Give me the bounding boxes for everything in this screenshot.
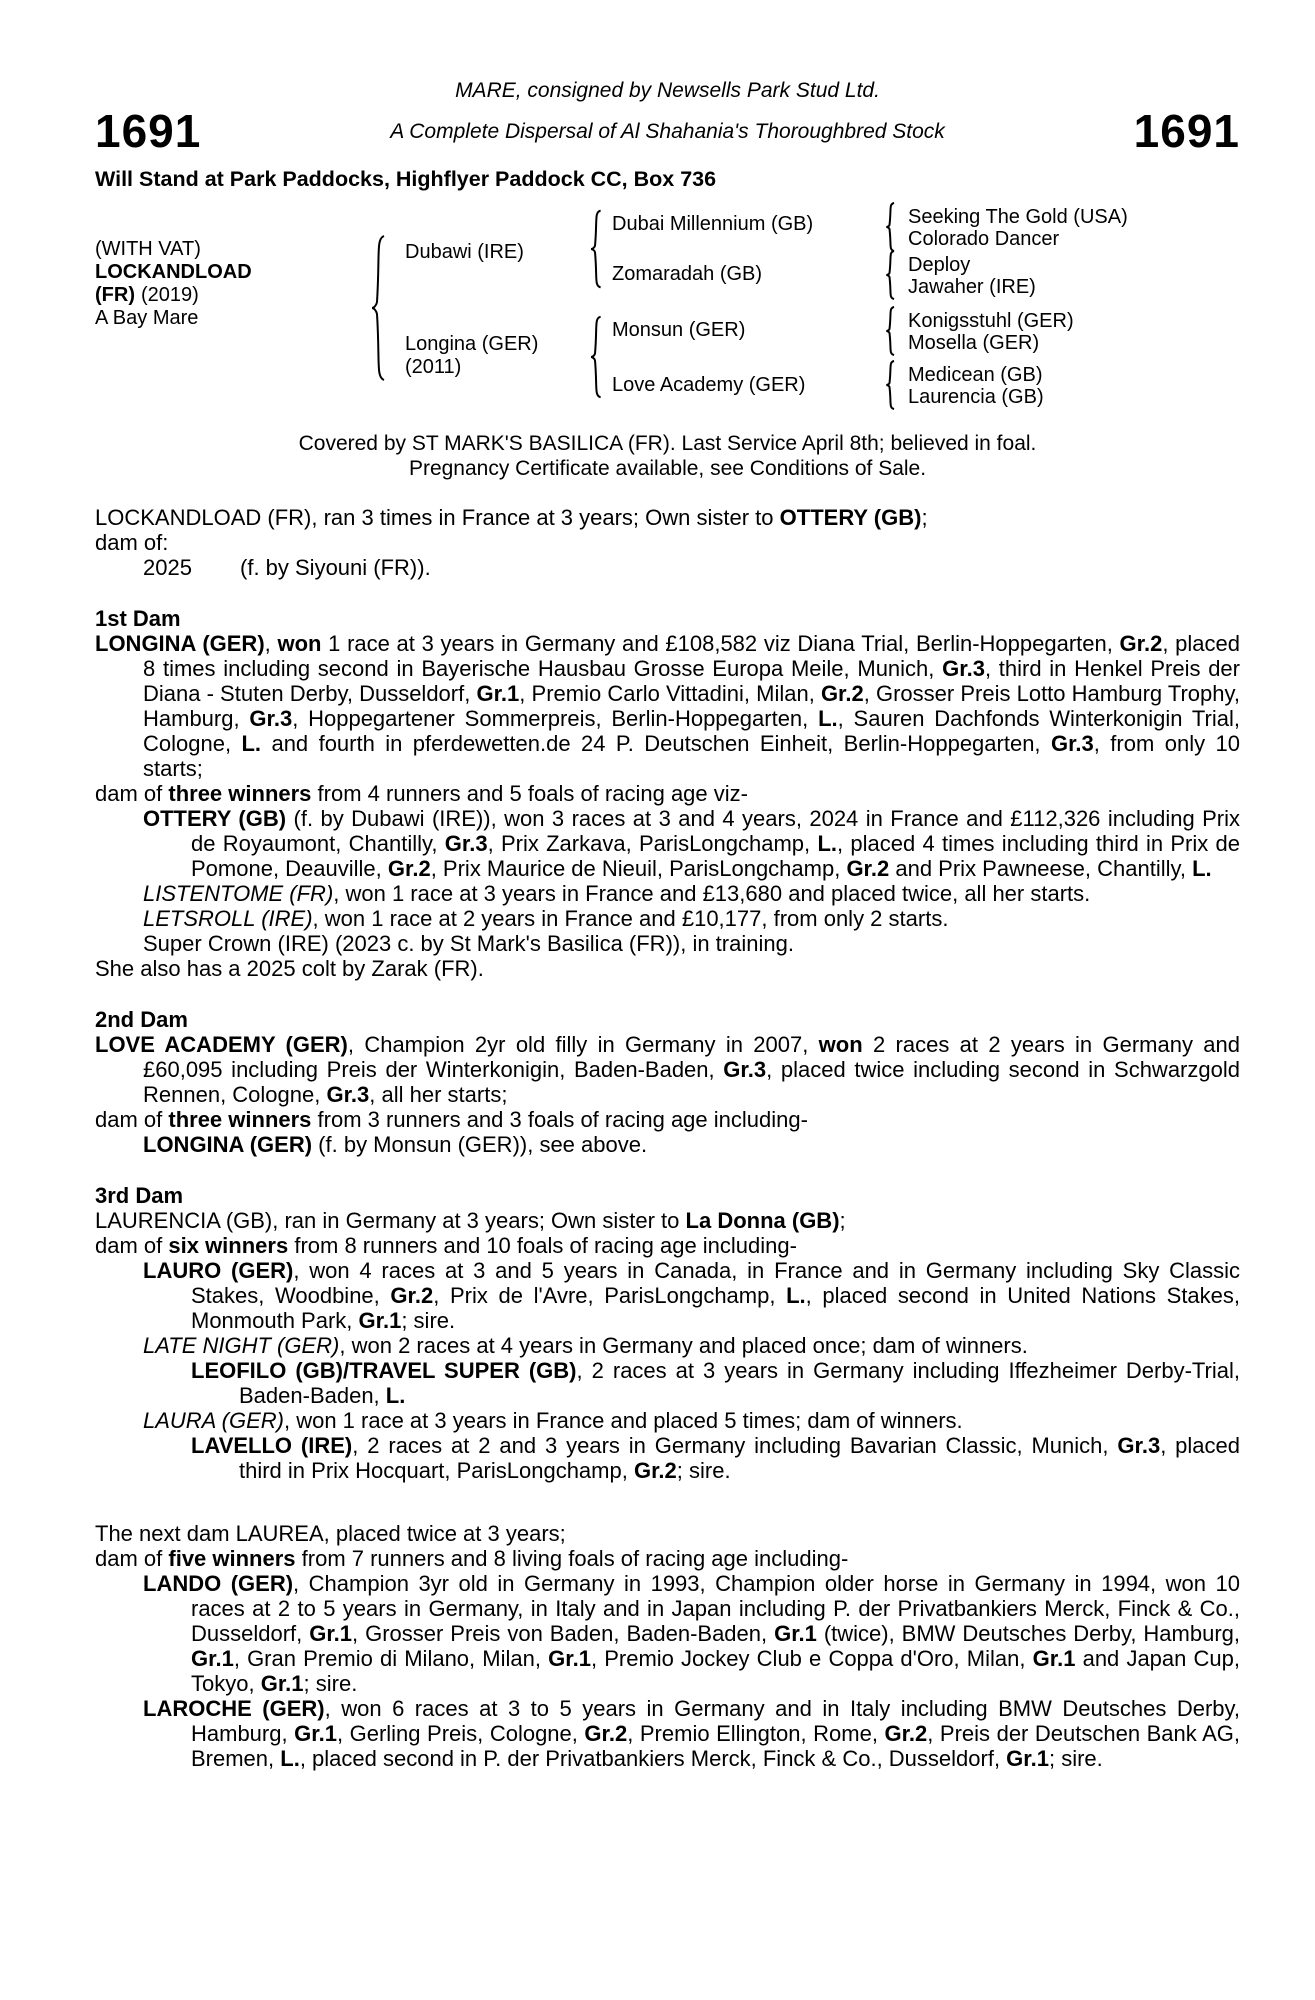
dam-sire-name: Monsun (GER) [612, 319, 746, 341]
section-second-dam [95, 1007, 1240, 1157]
catalogue-paragraph: LAURO (GER), won 4 races at 3 and 5 years in Canada, in France and in Germany including Sky Classic Stakes, Woodbine, Gr.2, Prix de l'Avre, ParisLongchamp, L., placed second in United Nations Stakes, Monmouth Park, Gr.1; sire. [143, 1258, 1241, 1333]
second-dam-heading: 2nd Dam [95, 1007, 188, 1032]
catalogue-paragraph: LAURA (GER), won 1 race at 3 years in France and placed 5 times; dam of winners. [143, 1408, 963, 1433]
gen3-name: Medicean (GB) [908, 364, 1043, 386]
third-dam-paragraphs [95, 1208, 1240, 1483]
pedigree-brace-main [367, 233, 387, 383]
foal-year: 2025 [143, 555, 192, 580]
first-dam-paragraphs [95, 631, 1240, 981]
catalogue-paragraph: LISTENTOME (FR), won 1 race at 3 years in France and £13,680 and placed twice, all her starts. [143, 881, 1091, 906]
catalogue-paragraph: LAVELLO (IRE), 2 races at 2 and 3 years in Germany including Bavarian Classic, Munich, Gr.3, placed third in Prix Hocquart, ParisLongchamp, Gr.2; sire. [191, 1433, 1241, 1483]
covering-line-1: Covered by ST MARK'S BASILICA (FR). Last Service April 8th; believed in foal. [298, 432, 1037, 455]
lot-number-left: 1691 [95, 105, 202, 157]
section-next-dam [95, 1521, 1240, 1771]
first-dam-heading: 1st Dam [95, 606, 181, 631]
pedigree-brace-g3-2 [883, 306, 896, 356]
lot-header [95, 107, 1240, 155]
subject-country-year [95, 284, 252, 307]
catalogue-paragraph: dam of three winners from 3 runners and 3 foals of racing age including- [95, 1107, 808, 1132]
race-record-intro [95, 505, 1240, 580]
covering-statement [95, 431, 1240, 481]
catalogue-paragraph: LEOFILO (GB)/TRAVEL SUPER (GB), 2 races at 3 years in Germany including Iffezheimer Derby-Trial, Baden-Baden, L. [191, 1358, 1240, 1408]
dam-dam-name: Love Academy (GER) [612, 374, 806, 396]
section-third-dam [95, 1183, 1240, 1483]
catalogue-paragraph: dam of five winners from 7 runners and 8 living foals of racing age including- [95, 1546, 849, 1571]
dam-of-label: dam of: [95, 530, 169, 555]
gen3-name: Colorado Dancer [908, 228, 1060, 250]
gen3-name: Konigsstuhl (GER) [908, 310, 1074, 332]
next-dam-paragraphs [95, 1521, 1240, 1771]
stand-location: Will Stand at Park Paddocks, Highflyer Paddock CC, Box 736 [95, 167, 717, 191]
catalogue-paragraph: LANDO (GER), Champion 3yr old in Germany in 1993, Champion older horse in Germany in 1994, won 10 races at 2 to 5 years in Germany, in Italy and in Japan including P. der Privatbankiers Merck, Finck & Co., Dusseldorf, Gr.1, Grosser Preis von Baden, Baden-Baden, Gr.1 (twice), BMW Deutsches Derby, Hamburg, Gr.1, Gran Premio di Milano, Milan, Gr.1, Premio Jockey Club e Coppa d'Oro, Milan, Gr.1 and Japan Cup, Tokyo, Gr.1; sire. [143, 1571, 1240, 1696]
second-dam-paragraphs [95, 1032, 1240, 1157]
sire-sire-name: Dubai Millennium (GB) [612, 213, 814, 235]
dam-year: (2011) [405, 356, 462, 378]
subject-country: (FR) [95, 284, 135, 306]
subject-description: A Bay Mare [95, 307, 199, 329]
catalogue-paragraph: LATE NIGHT (GER), won 2 races at 4 years in Germany and placed once; dam of winners. [143, 1333, 1028, 1358]
gen3-name: Jawaher (IRE) [908, 276, 1036, 298]
gen3-name: Seeking The Gold (USA) [908, 206, 1128, 228]
foal-entry [95, 555, 1240, 580]
pedigree-brace-sire [587, 209, 603, 289]
pedigree-brace-g3-0 [883, 202, 896, 252]
foal-description: (f. by Siyouni (FR)). [240, 555, 431, 580]
sire-dam-name: Zomaradah (GB) [612, 263, 763, 285]
vat-note: (WITH VAT) [95, 238, 201, 260]
catalogue-paragraph: LAROCHE (GER), won 6 races at 3 to 5 years in Germany and in Italy including BMW Deutsches Derby, Hamburg, Gr.1, Gerling Preis, Cologne, Gr.2, Premio Ellington, Rome, Gr.2, Preis der Deutschen Bank AG, Bremen, L., placed second in P. der Privatbankiers Merck, Finck & Co., Dusseldorf, Gr.1; sire. [143, 1696, 1241, 1771]
subject-year: (2019) [140, 284, 199, 306]
pedigree-chart [95, 200, 1240, 415]
pedigree-brace-g3-3 [883, 360, 896, 410]
dam-block [405, 333, 538, 379]
catalogue-paragraph: LONGINA (GER) (f. by Monsun (GER)), see above. [143, 1132, 648, 1157]
catalogue-paragraph: dam of three winners from 4 runners and 5 foals of racing age viz- [95, 781, 748, 806]
section-first-dam [95, 606, 1240, 981]
catalogue-paragraph: LETSROLL (IRE), won 1 race at 2 years in France and £10,177, from only 2 starts. [143, 906, 949, 931]
subject-race-record: LOCKANDLOAD (FR), ran 3 times in France at 3 years; Own sister to OTTERY (GB); [95, 505, 928, 530]
pedigree-brace-g3-1 [883, 250, 896, 300]
gen3-name: Mosella (GER) [908, 332, 1040, 354]
sire-name: Dubawi (IRE) [405, 241, 524, 263]
lot-number-right: 1691 [1133, 105, 1240, 157]
gen3-name: Deploy [908, 254, 971, 276]
subject-block [95, 238, 252, 330]
catalogue-paragraph: The next dam LAUREA, placed twice at 3 years; [95, 1521, 566, 1546]
covering-line-2: Pregnancy Certificate available, see Conditions of Sale. [408, 457, 927, 480]
subject-name: LOCKANDLOAD [95, 261, 252, 283]
third-dam-heading: 3rd Dam [95, 1183, 184, 1208]
catalogue-paragraph: LAURENCIA (GB), ran in Germany at 3 years; Own sister to La Donna (GB); [95, 1208, 846, 1233]
pedigree-brace-dam [587, 315, 603, 399]
catalogue-paragraph: Super Crown (IRE) (2023 c. by St Mark's Basilica (FR)), in training. [143, 931, 794, 956]
sale-title: A Complete Dispersal of Al Shahania's Thoroughbred Stock [390, 120, 945, 143]
catalogue-paragraph: OTTERY (GB) (f. by Dubawi (IRE)), won 3 races at 3 and 4 years, 2024 in France and £112,326 including Prix de Royaumont, Chantilly, Gr.3, Prix Zarkava, ParisLongchamp, L., placed 4 times including third in Prix de Pomone, Deauville, Gr.2, Prix Maurice de Nieuil, ParisLongchamp, Gr.2 and Prix Pawneese, Chantilly, L. [143, 806, 1240, 881]
catalogue-paragraph: dam of six winners from 8 runners and 10 foals of racing age including- [95, 1233, 797, 1258]
gen3-name: Laurencia (GB) [908, 386, 1044, 408]
catalogue-paragraph: LONGINA (GER), won 1 race at 3 years in Germany and £108,582 viz Diana Trial, Berlin-Hoppegarten, Gr.2, placed 8 times including second in Bayerische Hausbau Grosse Europa Meile, Munich, Gr.3, third in Henkel Preis der Diana - Stuten Derby, Dusseldorf, Gr.1, Premio Carlo Vittadini, Milan, Gr.2, Grosser Preis Lotto Hamburg Trophy, Hamburg, Gr.3, Hoppegartener Sommerpreis, Berlin-Hoppegarten, L., Sauren Dachfonds Winterkonigin Trial, Cologne, L. and fourth in pferdewetten.de 24 P. Deutschen Einheit, Berlin-Hoppegarten, Gr.3, from only 10 starts; [95, 631, 1240, 781]
catalogue-paragraph: LOVE ACADEMY (GER), Champion 2yr old filly in Germany in 2007, won 2 races at 2 years in Germany and £60,095 including Preis der Winterkonigin, Baden-Baden, Gr.3, placed twice including second in Schwarzgold Rennen, Cologne, Gr.3, all her starts; [95, 1032, 1240, 1107]
dam-name: Longina (GER) [405, 333, 539, 355]
catalogue-paragraph: She also has a 2025 colt by Zarak (FR). [95, 956, 484, 981]
consignor-line: MARE, consigned by Newsells Park Stud Ltd. [455, 79, 880, 102]
